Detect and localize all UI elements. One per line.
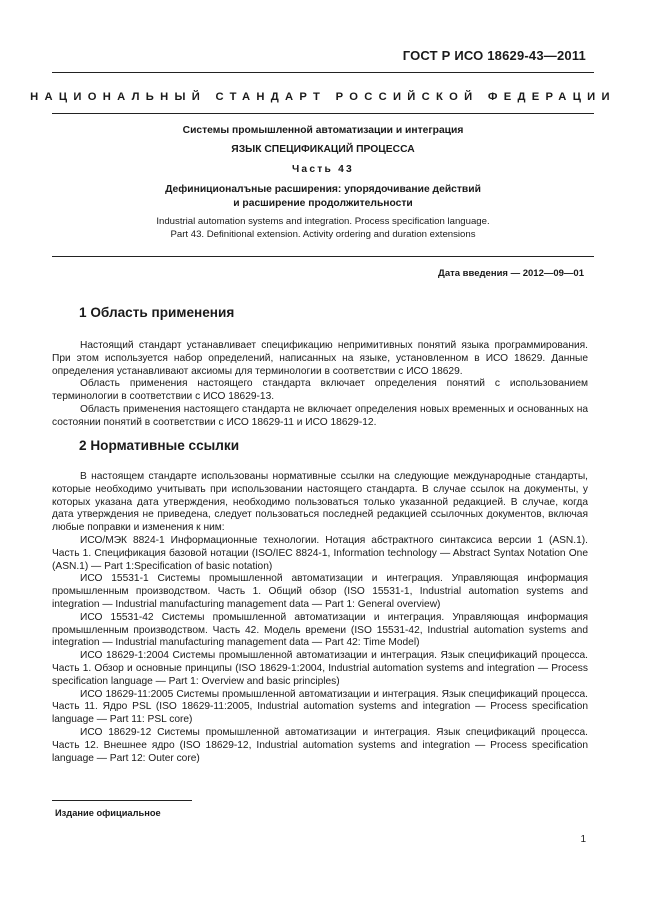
title-part: Часть 43 bbox=[292, 164, 354, 175]
header-rule bbox=[52, 113, 594, 114]
introduction-date: Дата введения — 2012—09—01 bbox=[438, 268, 584, 279]
title-line-2: ЯЗЫК СПЕЦИФИКАЦИЙ ПРОЦЕССА bbox=[231, 144, 415, 155]
paragraph: Настоящий стандарт устанавливает спецификацию непримитивных понятий языка программирования. При этом используется набор определений, написанных на языке, установленном в ИСО 18629. Данные определения устанавливают аксиомы для терминологии в соответствии с ИСО 18629. bbox=[52, 340, 588, 377]
paragraph: ИСО 18629-12 Системы промышленной автоматизации и интеграция. Язык спецификаций процесса. Часть 12. Внешнее ядро (ISO 18629-12, Industrial automation systems and integration — Process specification language — Part 12: Outer core) bbox=[52, 726, 588, 764]
section-1-body bbox=[52, 340, 588, 430]
top-rule bbox=[52, 72, 594, 73]
section-2-title: 2 Нормативные ссылки bbox=[79, 438, 240, 453]
section-1-title: 1 Область применения bbox=[79, 305, 235, 320]
title-line-5: и расширение продолжительности bbox=[233, 198, 413, 209]
title-english-2: Part 43. Definitional extension. Activity ordering and duration extensions bbox=[170, 228, 476, 240]
title-line-1: Системы промышленной автоматизации и интеграция bbox=[182, 125, 464, 136]
paragraph: Область применения настоящего стандарта включает определения понятий с использованием терминологии в соответствии с ИСО 18629-13. bbox=[52, 378, 588, 403]
paragraph: ИСО 15531-42 Системы промышленной автоматизации и интеграция. Управляющая информация промышленным производством. Часть 42. Модель времени (ISO 15531-42, Industrial automation systems and integration — Industrial manufacturing management data — Part 42: Time Model) bbox=[52, 611, 588, 649]
section-2-body bbox=[52, 471, 588, 765]
page-number: 1 bbox=[580, 834, 586, 845]
title-rule bbox=[52, 256, 594, 257]
title-line-4: Дефиниционалъные расширения: упорядочивание действий bbox=[165, 184, 481, 195]
title-english-1: Industrial automation systems and integration. Process specification language. bbox=[156, 216, 490, 227]
paragraph: Область применения настоящего стандарта не включает определения новых временных и основанных на состоянии понятий в соответствии с ИСО 18629-11 и ИСО 18629-12. bbox=[52, 403, 588, 428]
national-standard-heading: НАЦИОНАЛЬНЫЙ СТАНДАРТ РОССИЙСКОЙ ФЕДЕРАЦИИ bbox=[30, 91, 616, 103]
paragraph: В настоящем стандарте использованы нормативные ссылки на следующие международные стандарты, которые необходимо учитывать при использовании настоящего стандарта. В случае ссылок на документы, у которых указана дата утверждения, необходимо пользоваться только указанной редакцией. В случае, когда дата утверждения не приведена, следует пользоваться последней редакцией ссылочных документов, включая любые поправки и изменения к ним: bbox=[52, 471, 588, 534]
document-code: ГОСТ Р ИСО 18629-43—2011 bbox=[402, 48, 586, 63]
paragraph: ИСО 15531-1 Системы промышленной автоматизации и интеграция. Управляющая информация промышленным производством. Часть 1. Общий обзор (ISO 15531-1, Industrial automation systems and integration — Industrial manufacturing management data — Part 1: General overview) bbox=[52, 573, 588, 610]
paragraph: ИСО 18629-11:2005 Системы промышленной автоматизации и интеграция. Язык спецификаций процесса. Часть 11. Ядро PSL (ISO 18629-11:2005, Industrial automation systems and integration — Process specification language — Part 11: PSL core) bbox=[52, 688, 588, 726]
footer-rule bbox=[52, 800, 192, 801]
paragraph: ИСО/МЭК 8824-1 Информационные технологии. Нотация абстрактного синтаксиса версии 1 (ASN.1). Часть 1. Спецификация базовой нотации (ISO/IEC 8824-1, Information technology — Abstract Syntax Notation One (ASN.1) — Part 1:Specification of basic notation) bbox=[52, 534, 588, 572]
title-block bbox=[52, 124, 594, 241]
paragraph: ИСО 18629-1:2004 Системы промышленной автоматизации и интеграция. Язык спецификаций процесса. Часть 1. Обзор и основные принципы (ISO 18629-1:2004, Industrial automation systems and integration — Process specification language — Part 1: Overview and basic principles) bbox=[52, 650, 588, 687]
official-edition-label: Издание официальное bbox=[55, 808, 161, 818]
